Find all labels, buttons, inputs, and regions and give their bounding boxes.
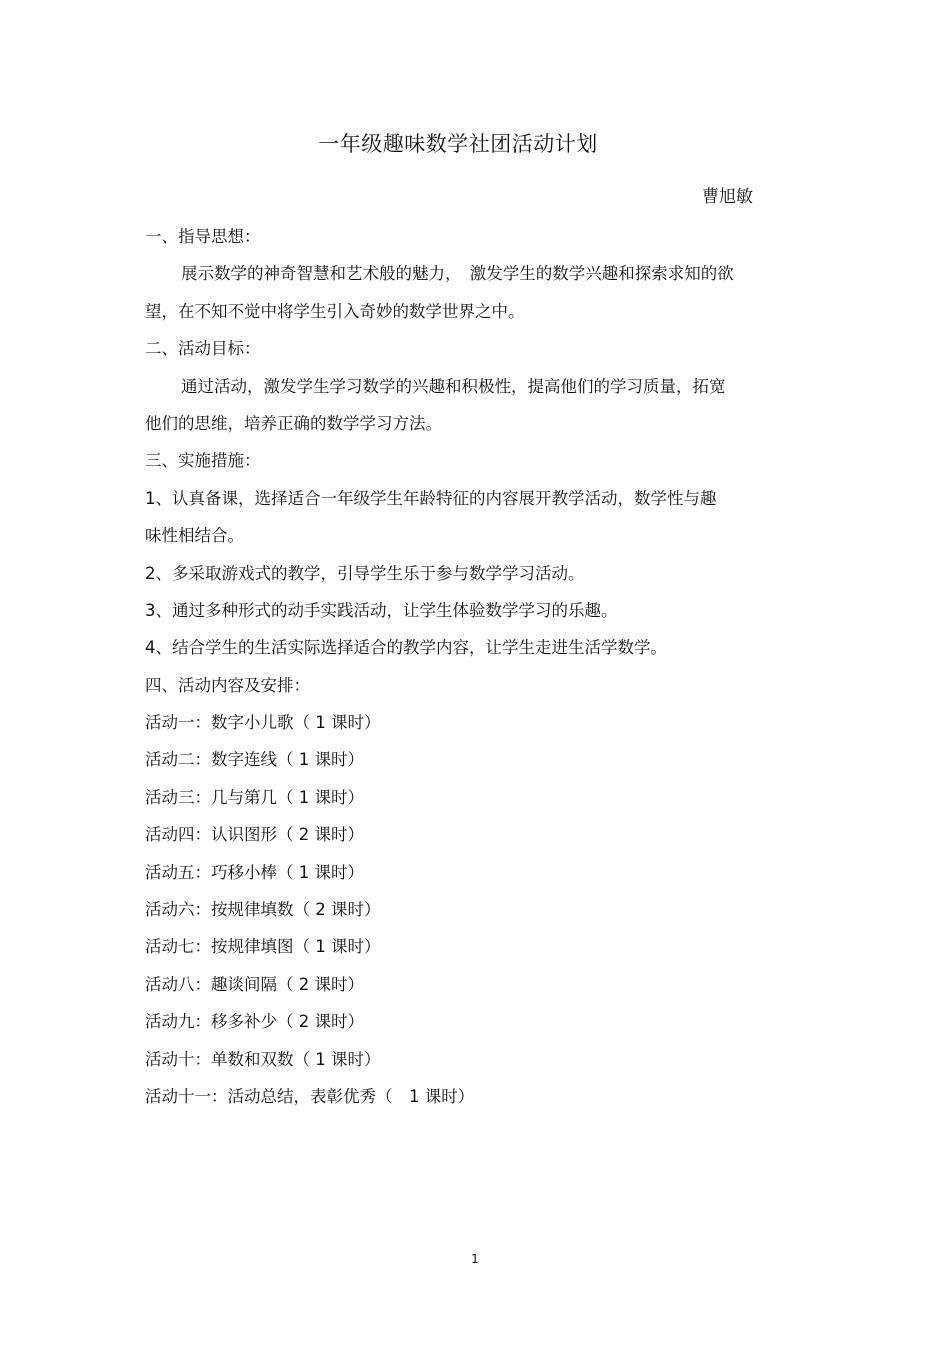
measure-item-continued: 味性相结合。 [145, 526, 244, 546]
paragraph-line: 通过活动，激发学生学习数学的兴趣和积极性，提高他们的学习质量，拓宽 [181, 376, 726, 396]
document-body [145, 226, 795, 1123]
paragraph-line: 他们的思维，培养正确的数学学习方法。 [145, 413, 442, 433]
activity-item: 活动八：趣谈间隔（ 2 课时） [145, 974, 364, 994]
activity-item: 活动三：几与第几（ 1 课时） [145, 787, 364, 807]
activity-item: 活动九：移多补少（ 2 课时） [145, 1012, 364, 1032]
author-name: 曹旭敏 [702, 187, 753, 207]
activity-list [145, 712, 795, 1123]
section-heading-guiding-thought: 一、指导思想： [145, 227, 261, 246]
measure-item: 3、通过多种形式的动手实践活动，让学生体验数学学习的乐趣。 [145, 600, 618, 620]
page-number: 1 [471, 1252, 479, 1266]
measure-item: 1、认真备课，选择适合一年级学生年龄特征的内容展开教学活动，数学性与趣 [145, 488, 717, 508]
measure-item: 4、结合学生的生活实际选择适合的教学内容，让学生走进生活学数学。 [145, 638, 667, 658]
activity-item: 活动五：巧移小棒（ 1 课时） [145, 862, 364, 882]
paragraph-line: 望，在不知不觉中将学生引入奇妙的数学世界之中。 [145, 301, 525, 321]
section-heading-measures: 三、实施措施： [145, 451, 261, 471]
document-title: 一年级趣味数学社团活动计划 [318, 132, 598, 156]
section-heading-goals: 二、活动目标： [145, 339, 261, 359]
measure-item: 2、多采取游戏式的教学，引导学生乐于参与数学学习活动。 [145, 563, 585, 583]
activity-item: 活动十一：活动总结，表彰优秀（ 1 课时） [145, 1086, 475, 1106]
activity-item: 活动四：认识图形（ 2 课时） [145, 825, 364, 845]
section-heading-activities: 四、活动内容及安排： [145, 675, 310, 695]
paragraph-line: 展示数学的神奇智慧和艺术般的魅力， 激发学生的数学兴趣和探索求知的欲 [181, 264, 734, 284]
activity-item: 活动十：单数和双数（ 1 课时） [145, 1049, 381, 1069]
activity-item: 活动七：按规律填图（ 1 课时） [145, 937, 381, 957]
activity-item: 活动六：按规律填数（ 2 课时） [145, 900, 381, 920]
activity-item: 活动二：数字连线（ 1 课时） [145, 750, 364, 770]
activity-item: 活动一：数字小儿歌（ 1 课时） [145, 713, 381, 733]
